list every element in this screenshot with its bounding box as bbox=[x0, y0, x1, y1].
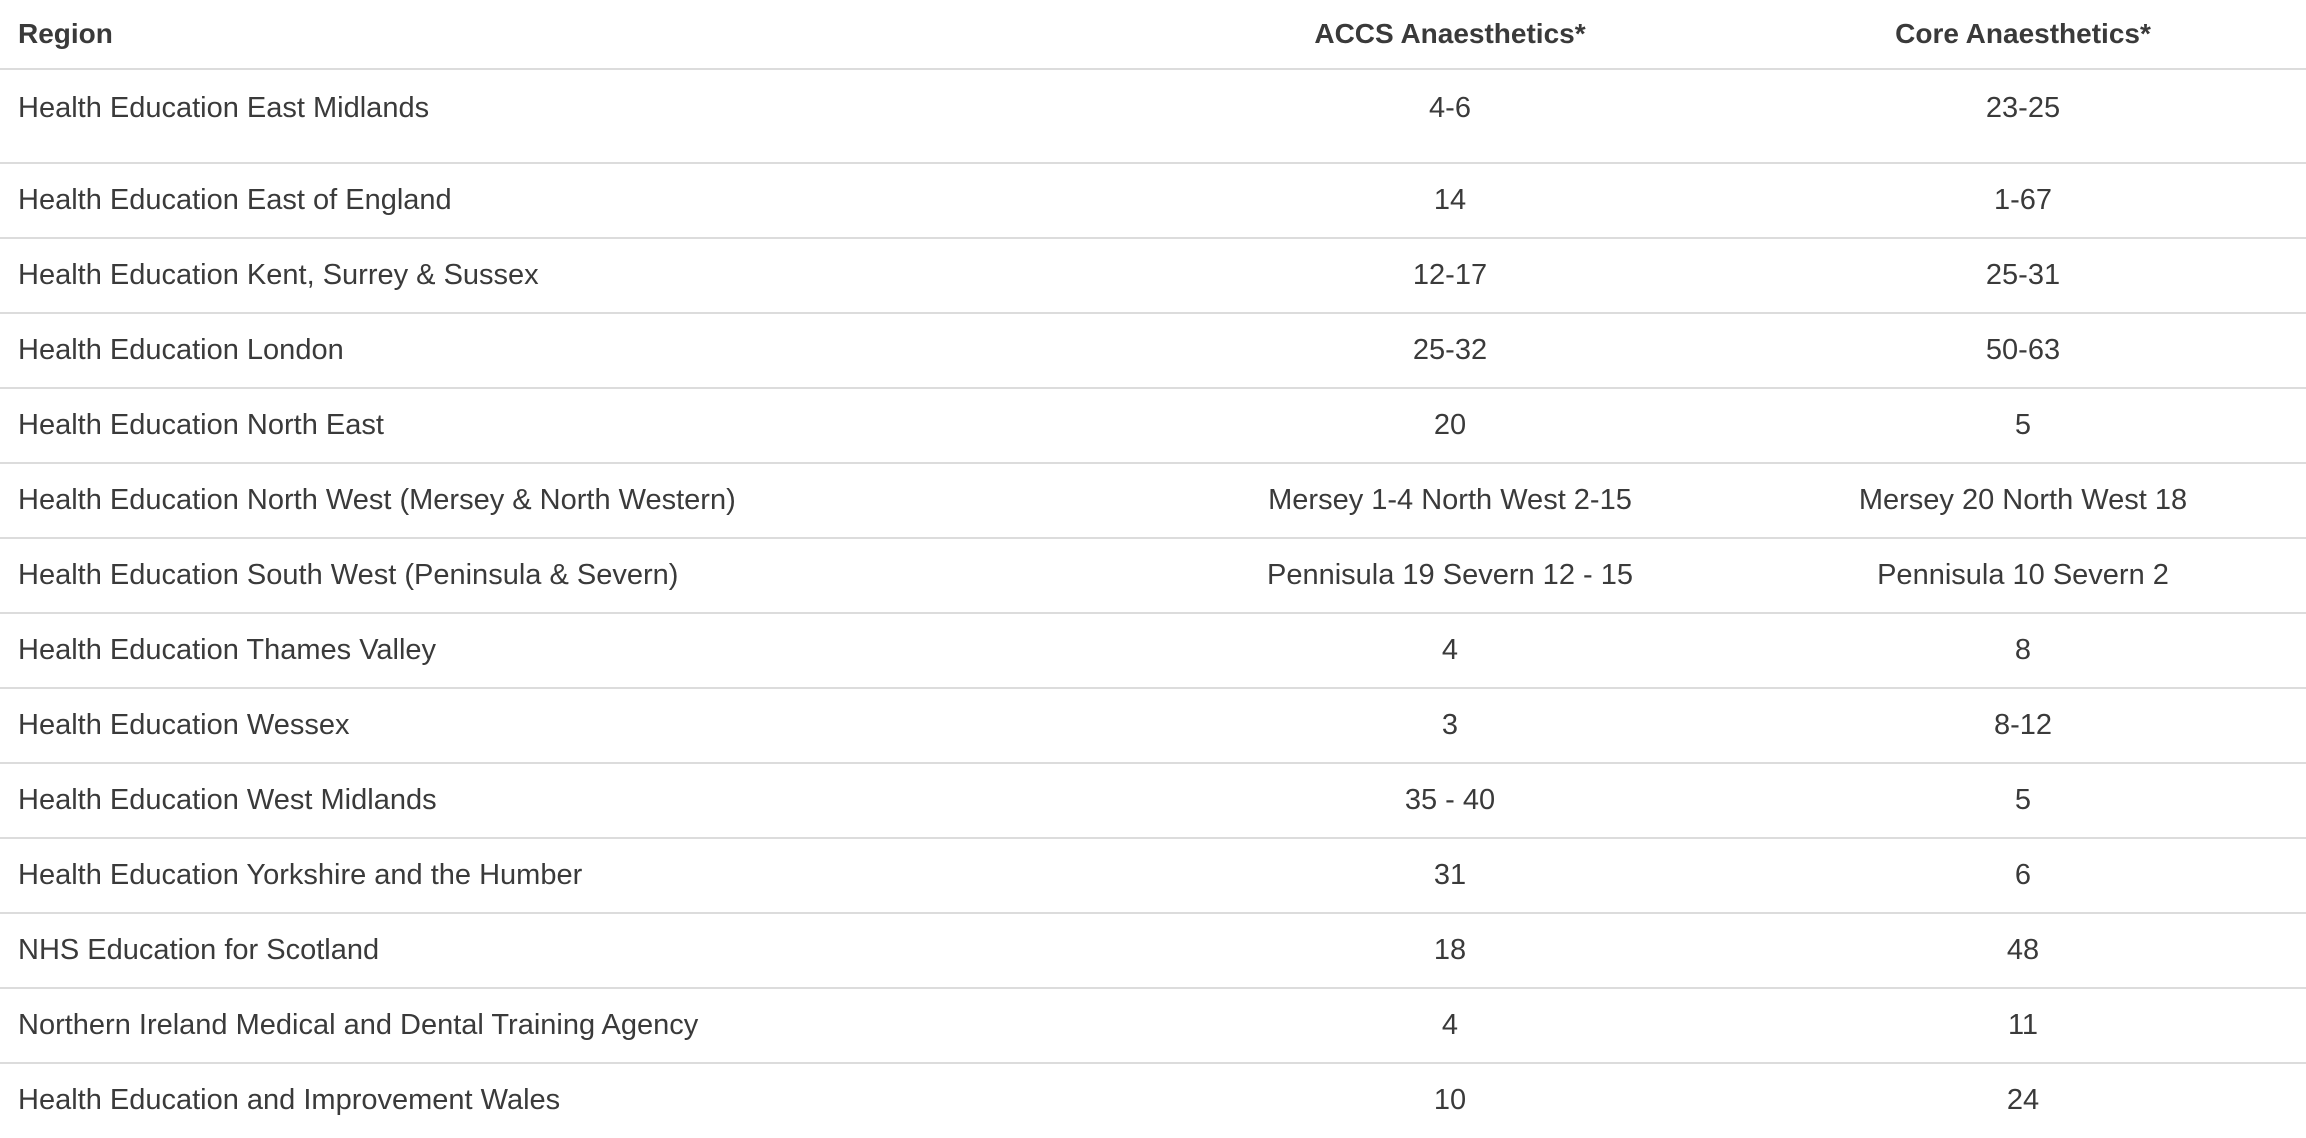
cell-region: Northern Ireland Medical and Dental Training Agency bbox=[0, 988, 1160, 1063]
cell-region: Health Education South West (Peninsula & Severn) bbox=[0, 538, 1160, 613]
cell-core: 5 bbox=[1740, 763, 2306, 838]
cell-region: Health Education Thames Valley bbox=[0, 613, 1160, 688]
cell-accs: 20 bbox=[1160, 388, 1740, 463]
table-row bbox=[0, 838, 2306, 913]
cell-region: Health Education West Midlands bbox=[0, 763, 1160, 838]
table-row bbox=[0, 69, 2306, 163]
cell-core: 5 bbox=[1740, 388, 2306, 463]
table-row bbox=[0, 238, 2306, 313]
cell-region: Health Education London bbox=[0, 313, 1160, 388]
cell-core: 6 bbox=[1740, 838, 2306, 913]
cell-region: Health Education North East bbox=[0, 388, 1160, 463]
cell-accs: 14 bbox=[1160, 163, 1740, 238]
cell-accs: 4 bbox=[1160, 613, 1740, 688]
cell-region: Health Education East of England bbox=[0, 163, 1160, 238]
cell-core: 24 bbox=[2006, 1084, 2040, 1116]
cell-core: 8 bbox=[1740, 613, 2306, 688]
header-row bbox=[0, 0, 2306, 69]
header-region: Region bbox=[0, 0, 1160, 69]
cell-accs: 12-17 bbox=[1160, 238, 1740, 313]
cell-accs: 31 bbox=[1160, 838, 1740, 913]
cell-core: 48 bbox=[1740, 913, 2306, 988]
cell-region: Health Education Yorkshire and the Humber bbox=[0, 838, 1160, 913]
cell-core: 25-31 bbox=[1740, 238, 2306, 313]
cell-core: 8-12 bbox=[1740, 688, 2306, 763]
cell-core: 1-67 bbox=[1740, 163, 2306, 238]
cell-region: Health Education Wessex bbox=[0, 688, 1160, 763]
cell-region: Health Education Kent, Surrey & Sussex bbox=[0, 238, 1160, 313]
cell-region: Health Education and Improvement Wales bbox=[18, 1084, 561, 1116]
cell-core: 50-63 bbox=[1740, 313, 2306, 388]
cell-accs: 35 - 40 bbox=[1160, 763, 1740, 838]
cell-accs: 4 bbox=[1160, 988, 1740, 1063]
table-row bbox=[0, 313, 2306, 388]
cell-region: NHS Education for Scotland bbox=[0, 913, 1160, 988]
table-row bbox=[0, 913, 2306, 988]
table-row bbox=[0, 613, 2306, 688]
header-core-anaesthetics: Core Anaesthetics* bbox=[1740, 0, 2306, 69]
table-row bbox=[0, 463, 2306, 538]
cell-core: 11 bbox=[1740, 988, 2306, 1063]
cell-accs: 4-6 bbox=[1160, 69, 1740, 163]
table-header bbox=[0, 0, 2306, 69]
cell-accs: 18 bbox=[1160, 913, 1740, 988]
table-row bbox=[0, 538, 2306, 613]
cell-accs: 25-32 bbox=[1160, 313, 1740, 388]
table-body bbox=[0, 69, 2306, 1137]
cell-region: Health Education East Midlands bbox=[0, 69, 1160, 163]
cell-accs: 3 bbox=[1160, 688, 1740, 763]
cell-accs: 10 bbox=[1433, 1084, 1467, 1116]
table-row bbox=[0, 763, 2306, 838]
table-row bbox=[0, 688, 2306, 763]
table-row bbox=[0, 988, 2306, 1063]
header-accs-anaesthetics: ACCS Anaesthetics* bbox=[1160, 0, 1740, 69]
cell-core: 23-25 bbox=[1740, 69, 2306, 163]
cell-accs: Pennisula 19 Severn 12 - 15 bbox=[1160, 538, 1740, 613]
table-row bbox=[0, 1063, 2306, 1137]
table-row bbox=[0, 163, 2306, 238]
cell-core: Pennisula 10 Severn 2 bbox=[1740, 538, 2306, 613]
cell-core: Mersey 20 North West 18 bbox=[1740, 463, 2306, 538]
cell-accs: Mersey 1-4 North West 2-15 bbox=[1160, 463, 1740, 538]
table-row bbox=[0, 388, 2306, 463]
cell-region: Health Education North West (Mersey & North Western) bbox=[0, 463, 1160, 538]
